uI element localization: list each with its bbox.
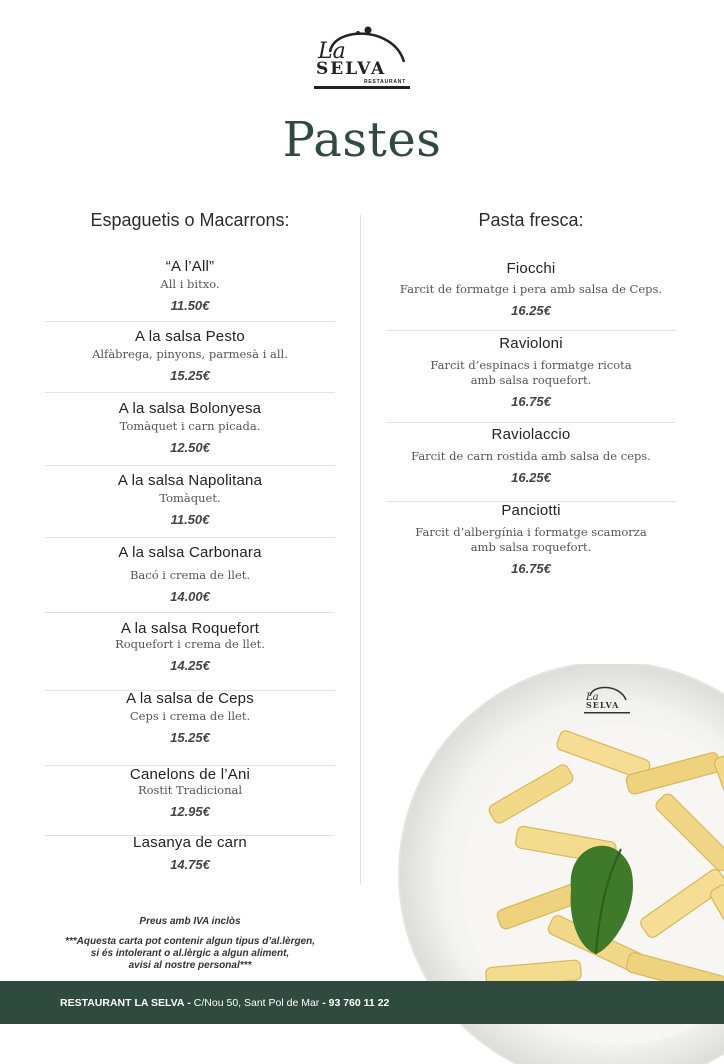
footer-separator: - xyxy=(184,996,194,1009)
item-price: 16.25€ xyxy=(511,470,551,485)
item-name: “A l’All” xyxy=(165,258,215,275)
menu-item xyxy=(40,834,340,872)
item-separator xyxy=(45,392,335,393)
item-description: Roquefort i crema de llet. xyxy=(115,637,265,651)
item-description: Farcit d’espinacs i formatge ricota xyxy=(430,358,632,372)
item-name: A la salsa Bolonyesa xyxy=(118,400,262,417)
item-name: A la salsa de Ceps xyxy=(126,690,254,707)
menu-item xyxy=(386,502,676,576)
item-name: Raviolaccio xyxy=(491,426,571,443)
item-description: Tomàquet. xyxy=(159,491,221,505)
item-separator xyxy=(386,330,676,331)
item-description-line2: amb salsa roquefort. xyxy=(470,373,592,387)
item-price: 12.50€ xyxy=(170,440,210,455)
footer-phone: 93 760 11 22 xyxy=(328,996,390,1009)
menu-item xyxy=(40,400,340,455)
item-separator xyxy=(45,465,335,466)
item-name: A la salsa Roquefort xyxy=(120,620,260,637)
item-description: Tomàquet i carn picada. xyxy=(119,419,261,433)
column-divider xyxy=(360,215,361,885)
allergy-note-line3: avisi al nostre personal*** xyxy=(128,960,252,971)
item-description: Farcit d’albergínia i formatge scamorza xyxy=(415,525,647,539)
svg-text:La: La xyxy=(586,692,599,703)
item-name: Canelons de l’Ani xyxy=(129,766,251,783)
item-description: Alfàbrega, pinyons, parmesà i all. xyxy=(92,347,288,361)
logo-restaurant-text: RESTAURANT xyxy=(364,79,407,85)
menu-item xyxy=(40,258,340,313)
item-description-line2: amb salsa roquefort. xyxy=(470,540,592,554)
footer-address: C/Nou 50, Sant Pol de Mar xyxy=(193,996,320,1009)
item-name: A la salsa Pesto xyxy=(135,328,245,345)
footer-separator: - xyxy=(319,996,329,1009)
item-separator xyxy=(45,612,335,613)
page-title: Pastes xyxy=(282,112,442,168)
item-separator xyxy=(386,422,676,423)
item-description: Bacó i crema de llet. xyxy=(129,568,251,582)
menu-item xyxy=(386,426,676,485)
item-price: 15.25€ xyxy=(170,730,210,745)
logo-la-text: La xyxy=(318,39,346,64)
item-price: 16.75€ xyxy=(511,394,551,409)
item-price: 12.95€ xyxy=(170,804,210,819)
restaurant-logo xyxy=(312,22,412,90)
menu-item xyxy=(386,335,676,409)
menu-item xyxy=(40,472,340,527)
menu-item xyxy=(40,690,340,745)
item-price: 14.00€ xyxy=(170,589,210,604)
item-price: 11.50€ xyxy=(170,298,210,313)
item-price: 14.75€ xyxy=(170,857,210,872)
menu-item xyxy=(40,544,340,604)
item-description: Ceps i crema de llet. xyxy=(129,709,251,723)
allergy-note-line1: ***Aquesta carta pot contenir algun tipus d’al.lèrgen, xyxy=(64,936,316,947)
logo-selva-text: SELVA xyxy=(316,59,387,79)
svg-text:SELVA: SELVA xyxy=(586,700,620,710)
item-name: A la salsa Napolitana xyxy=(117,472,263,489)
item-name: Lasanya de carn xyxy=(133,834,247,851)
left-column-heading: Espaguetis o Macarrons: xyxy=(90,210,290,230)
item-price: 16.75€ xyxy=(511,561,551,576)
menu-item xyxy=(40,620,340,673)
footer-bar xyxy=(0,981,724,1024)
item-description: All i bitxo. xyxy=(160,277,220,291)
item-name: Fiocchi xyxy=(506,260,556,277)
item-description: Rostit Tradicional xyxy=(137,783,243,797)
item-name: Panciotti xyxy=(501,502,561,519)
item-description: Farcit de carn rostida amb salsa de ceps. xyxy=(411,449,651,463)
menu-item xyxy=(386,260,676,318)
item-separator xyxy=(45,537,335,538)
item-name: A la salsa Carbonara xyxy=(118,544,262,561)
menu-item xyxy=(40,328,340,383)
item-name: Ravioloni xyxy=(499,335,563,352)
right-column-heading: Pasta fresca: xyxy=(478,210,584,230)
item-price: 14.25€ xyxy=(170,658,210,673)
item-price: 11.50€ xyxy=(170,512,210,527)
item-price: 16.25€ xyxy=(511,303,551,318)
item-separator xyxy=(45,321,335,322)
allergy-note-line2: si és intolerant o al.lèrgic a algun aliment, xyxy=(90,948,290,959)
item-description: Farcit de formatge i pera amb salsa de Ceps. xyxy=(399,282,663,296)
footer-restaurant-name: RESTAURANT LA SELVA xyxy=(60,996,185,1009)
item-price: 15.25€ xyxy=(170,368,210,383)
vat-note: Preus amb IVA inclòs xyxy=(139,916,241,927)
menu-item xyxy=(40,766,340,819)
